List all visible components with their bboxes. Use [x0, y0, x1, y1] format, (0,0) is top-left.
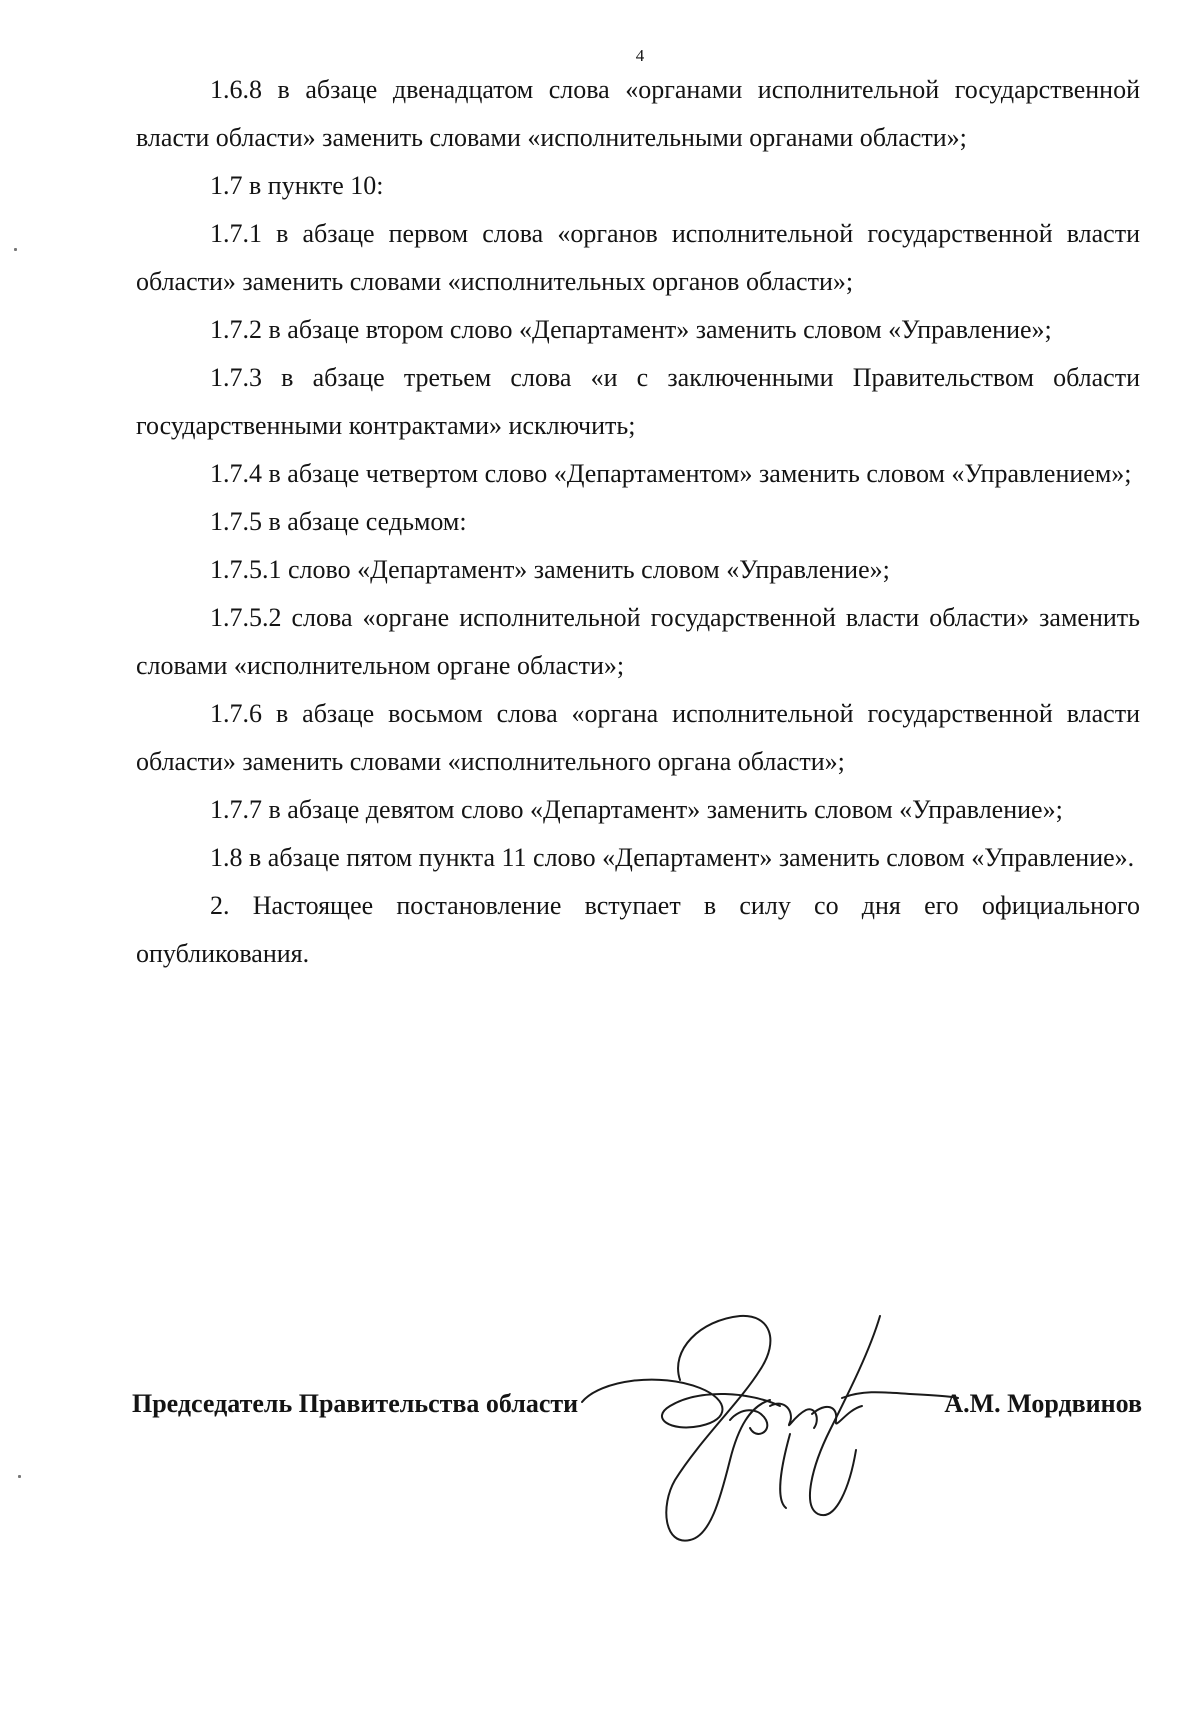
- scan-speck: [18, 1475, 21, 1478]
- paragraph-1-8: 1.8 в абзаце пятом пункта 11 слово «Департамент» заменить словом «Управление».: [210, 843, 1135, 872]
- paragraph-1-7-2: 1.7.2 в абзаце втором слово «Департамент» заменить словом «Управление»;: [210, 315, 1052, 344]
- handwritten-signature-icon: [580, 1310, 960, 1570]
- paragraph-1-7-7: 1.7.7 в абзаце девятом слово «Департамент» заменить словом «Управление»;: [210, 795, 1063, 824]
- paragraph-1-6-8: 1.6.8 в абзаце двенадцатом слова «органами исполнительной государственной власти области» заменить словами «исполнительными органами области»;: [136, 75, 1140, 152]
- paragraph-1-7-3: 1.7.3 в абзаце третьем слова «и с заключенными Правительством области государственными контрактами» исключить;: [136, 363, 1140, 440]
- paragraph-1-7-5-1: 1.7.5.1 слово «Департамент» заменить словом «Управление»;: [210, 555, 890, 584]
- paragraph-1-7-4: 1.7.4 в абзаце четвертом слово «Департаментом» заменить словом «Управлением»;: [210, 459, 1132, 488]
- paragraph-1-7: 1.7 в пункте 10:: [210, 171, 384, 200]
- paragraph-1-7-5: 1.7.5 в абзаце седьмом:: [210, 507, 467, 536]
- scan-speck: [14, 248, 17, 251]
- paragraph-1-7-1: 1.7.1 в абзаце первом слова «органов исполнительной государственной власти области» заменить словами «исполнительных органов области»;: [136, 219, 1140, 296]
- paragraph-2: 2. Настоящее постановление вступает в силу со дня его официального опубликования.: [136, 891, 1140, 968]
- paragraph-1-7-5-2: 1.7.5.2 слова «органе исполнительной государственной власти области» заменить словами «исполнительном органе области»;: [136, 603, 1140, 680]
- page-number: 4: [635, 46, 645, 65]
- document-body: [136, 66, 1140, 978]
- signatory-name: А.М. Мордвинов: [944, 1389, 1142, 1418]
- paragraph-1-7-6: 1.7.6 в абзаце восьмом слова «органа исполнительной государственной власти области» заменить словами «исполнительного органа области»;: [136, 699, 1140, 776]
- signatory-title: Председатель Правительства области: [132, 1389, 579, 1418]
